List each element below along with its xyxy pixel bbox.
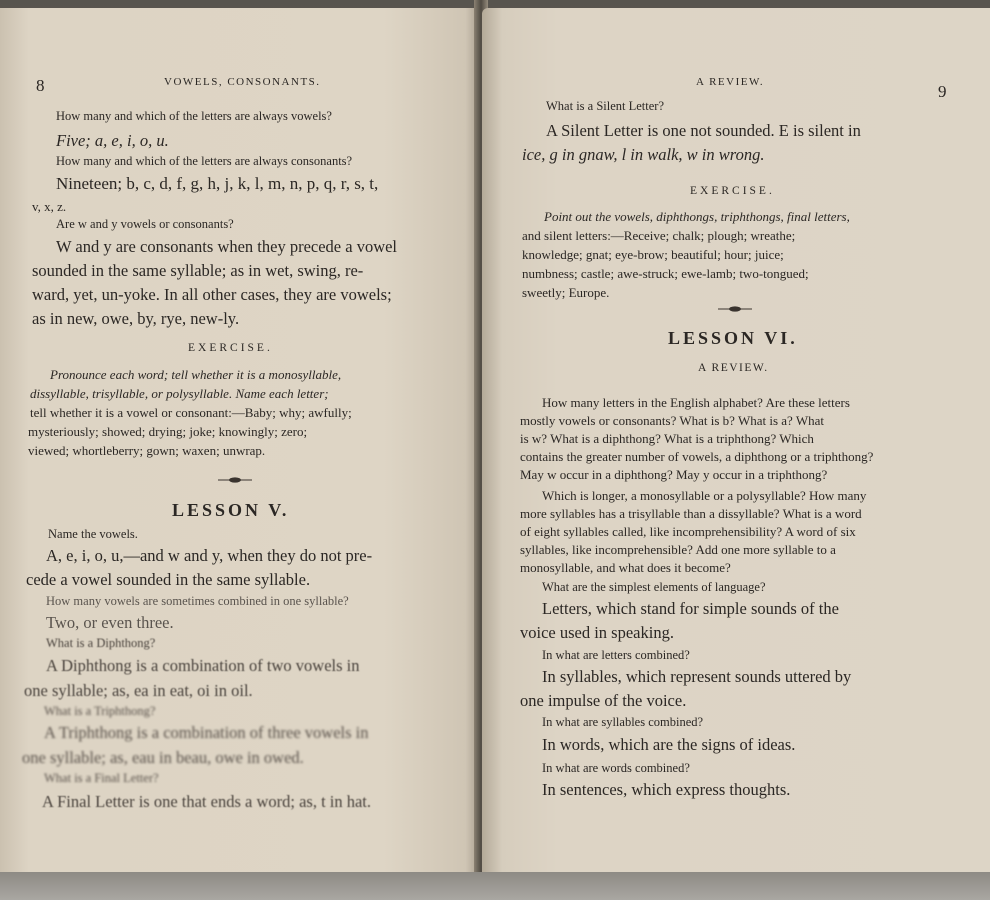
review-line: more syllables has a trisyllable than a dissyllable? What is a word (520, 506, 862, 521)
answer: v, x, z. (32, 199, 67, 214)
question: What are the simplest elements of language? (542, 580, 766, 594)
review-line: mostly vowels or consonants? What is b? What is a? What (520, 413, 824, 428)
review-line: is w? What is a diphthong? What is a triphthong? Which (520, 431, 814, 446)
question: Name the vowels. (48, 527, 138, 541)
exercise-title: EXERCISE. (188, 342, 273, 354)
exercise-title: EXERCISE. (690, 185, 775, 197)
lesson-heading: LESSON VI. (668, 328, 798, 348)
ornament-divider (218, 475, 252, 485)
answer: Five; a, e, i, o, u. (56, 131, 169, 150)
answer: ice, g in gnaw, l in walk, w in wrong. (522, 145, 765, 164)
exercise-line: dissyllable, trisyllable, or polysyllable. Name each letter; (30, 386, 329, 401)
answer: sounded in the same syllable; as in wet, swing, re- (32, 261, 364, 280)
question: Are w and y vowels or consonants? (56, 217, 234, 231)
table-surface (0, 872, 990, 900)
question: What is a Final Letter? (44, 771, 159, 785)
answer: voice used in speaking. (520, 623, 674, 642)
question: In what are words combined? (542, 761, 690, 775)
review-line: syllables, like incomprehensible? Add one more syllable to a (520, 542, 836, 557)
question: How many vowels are sometimes combined in one syllable? (46, 594, 349, 608)
question: How many and which of the letters are always consonants? (56, 154, 353, 168)
page-number: 9 (938, 82, 947, 101)
exercise-line: knowledge; gnat; eye-brow; beautiful; hour; juice; (522, 247, 784, 262)
answer: In sentences, which express thoughts. (542, 780, 791, 799)
answer: A Triphthong is a combination of three vowels in (44, 723, 369, 742)
review-line: Which is longer, a monosyllable or a polysyllable? How many (542, 488, 867, 503)
answer: In syllables, which represent sounds uttered by (542, 667, 852, 686)
answer: Nineteen; b, c, d, f, g, h, j, k, l, m, n, p, q, r, s, t, (56, 174, 379, 193)
question: In what are syllables combined? (542, 715, 704, 729)
answer: A Final Letter is one that ends a word; as, t in hat. (42, 792, 372, 811)
answer: In words, which are the signs of ideas. (542, 735, 796, 754)
question: What is a Diphthong? (46, 636, 156, 650)
exercise-line: and silent letters:—Receive; chalk; plough; wreathe; (522, 228, 796, 243)
right-page (482, 8, 990, 876)
answer: A Silent Letter is one not sounded. E is silent in (546, 121, 861, 140)
exercise-line: sweetly; Europe. (522, 285, 610, 300)
answer: A, e, i, o, u,—and w and y, when they do not pre- (46, 546, 373, 565)
question: What is a Triphthong? (44, 704, 156, 718)
answer: Letters, which stand for simple sounds of the (542, 599, 839, 618)
answer: W and y are consonants when they precede a vowel (56, 237, 398, 256)
question: What is a Silent Letter? (546, 99, 665, 113)
lesson-subtitle: A REVIEW. (698, 362, 769, 374)
answer: one impulse of the voice. (520, 691, 687, 710)
review-line: contains the greater number of vowels, a diphthong or a triphthong? (520, 449, 874, 464)
answer: Two, or even three. (46, 613, 174, 632)
lesson-heading: LESSON V. (172, 500, 290, 520)
running-head: VOWELS, CONSONANTS. (164, 76, 321, 88)
answer: one syllable; as, ea in eat, oi in oil. (24, 681, 253, 700)
question: In what are letters combined? (542, 648, 690, 662)
answer: A Diphthong is a combination of two vowels in (46, 656, 360, 675)
answer: as in new, owe, by, rye, new-ly. (32, 309, 240, 328)
review-line: How many letters in the English alphabet? Are these letters (542, 395, 850, 410)
exercise-line: tell whether it is a vowel or consonant:—Baby; why; awfully; (30, 405, 352, 420)
review-line: May w occur in a diphthong? May y occur in a triphthong? (520, 467, 828, 482)
left-page (0, 8, 480, 876)
running-head: A REVIEW. (696, 76, 765, 88)
exercise-line: Pronounce each word; tell whether it is a monosyllable, (50, 367, 342, 382)
review-line: monosyllable, and what does it become? (520, 560, 731, 575)
review-line: of eight syllables called, like incomprehensibility? A word of six (520, 524, 856, 539)
exercise-line: Point out the vowels, diphthongs, triphthongs, final letters, (544, 209, 850, 224)
page-number: 8 (36, 76, 45, 95)
question: How many and which of the letters are always vowels? (56, 109, 332, 123)
exercise-line: numbness; castle; awe-struck; ewe-lamb; two-tongued; (522, 266, 809, 281)
answer: cede a vowel sounded in the same syllable. (26, 570, 311, 589)
exercise-line: mysteriously; showed; drying; joke; knowingly; zero; (28, 424, 308, 439)
answer: one syllable; as, eau in beau, owe in owed. (22, 748, 304, 767)
ornament-divider (718, 304, 752, 314)
exercise-line: viewed; whortleberry; gown; waxen; unwrap. (28, 443, 266, 458)
answer: ward, yet, un-yoke. In all other cases, they are vowels; (32, 285, 392, 304)
